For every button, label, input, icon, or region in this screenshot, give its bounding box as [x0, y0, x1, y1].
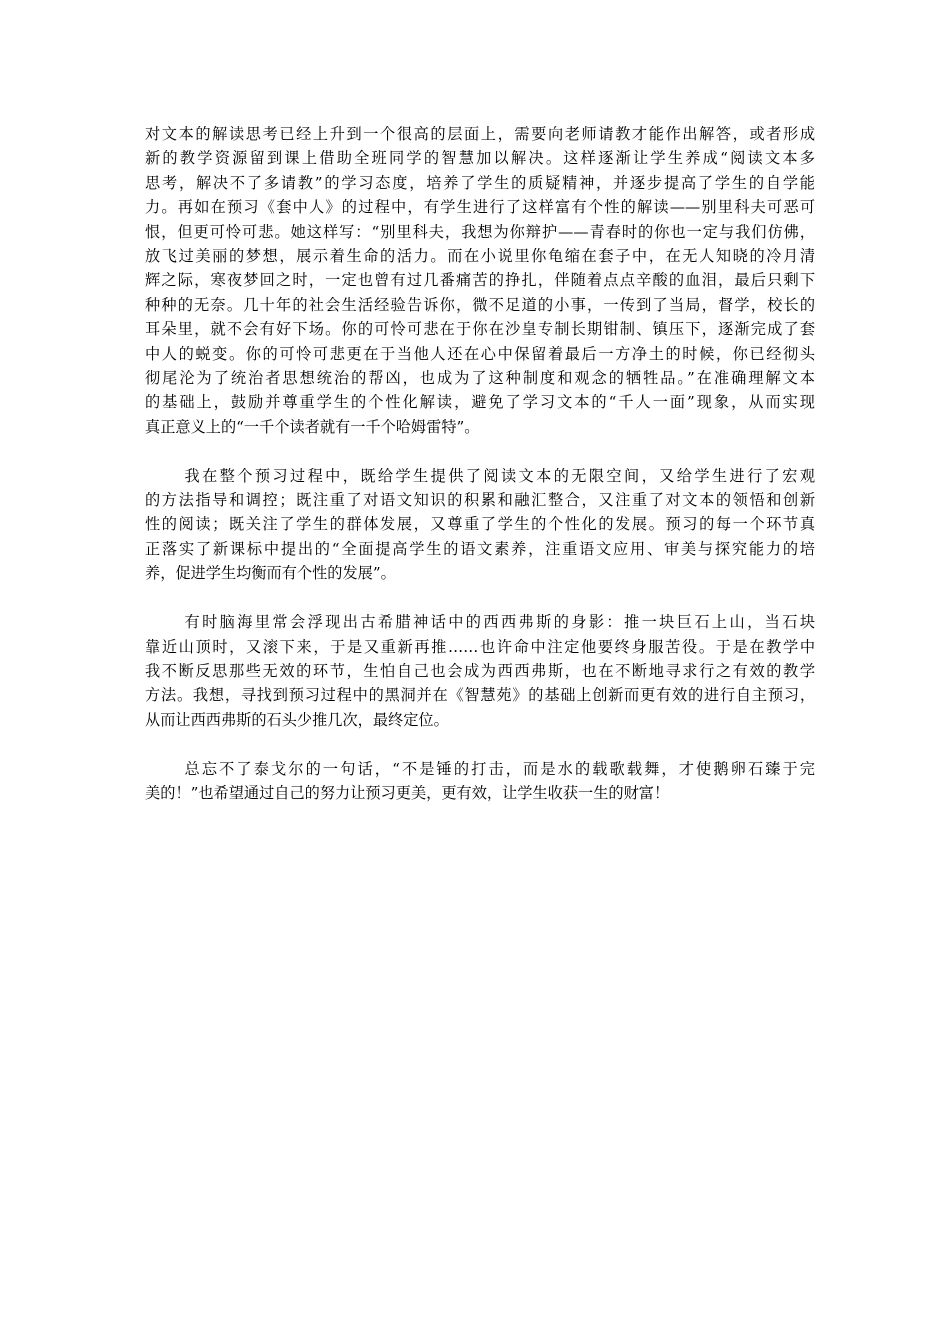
text-line: 新的教学资源留到课上借助全班同学的智慧加以解决。这样逐渐让学生养成“阅读文本多 — [145, 149, 815, 168]
paragraph-4 — [145, 757, 815, 806]
text-line: 正落实了新课标中提出的“全面提高学生的语文素养，注重语文应用、审美与探究能力的培 — [145, 539, 815, 558]
text-line: 性的阅读；既关注了学生的群体发展，又尊重了学生的个性化的发展。预习的每一个环节真 — [145, 515, 815, 534]
text-line: 放飞过美丽的梦想，展示着生命的活力。而在小说里你龟缩在套子中，在无人知晓的冷月清 — [145, 247, 815, 266]
text-line: 种种的无奈。几十年的社会生活经验告诉你，微不足道的小事，一传到了当局，督学，校长的 — [145, 295, 815, 314]
text-line: 彻尾沦为了统治者思想统治的帮凶，也成为了这种制度和观念的牺牲品。”在准确理解文本 — [145, 369, 815, 388]
text-line: 我不断反思那些无效的环节，生怕自己也会成为西西弗斯，也在不断地寻求行之有效的教学 — [145, 661, 815, 680]
text-line: 中人的蜕变。你的可怜可悲更在于当他人还在心中保留着最后一方净土的时候，你已经彻头 — [145, 344, 815, 363]
document-body — [145, 122, 815, 830]
paragraph-1 — [145, 122, 815, 439]
text-line: 有时脑海里常会浮现出古希腊神话中的西西弗斯的身影：推一块巨石上山，当石块 — [184, 613, 815, 632]
text-line: 的方法指导和调控；既注重了对语文知识的积累和融汇整合，又注重了对文本的领悟和创新 — [145, 491, 815, 510]
paragraph-3 — [145, 610, 815, 732]
text-line: 耳朵里，就不会有好下场。你的可怜可悲在于你在沙皇专制长期钳制、镇压下，逐渐完成了套 — [145, 320, 815, 339]
text-line: 总忘不了泰戈尔的一句话，“不是锤的打击，而是水的载歌载舞，才使鹅卵石臻于完 — [184, 759, 815, 778]
text-line: 恨，但更可怜可悲。她这样写：“别里科夫，我想为你辩护——青春时的你也一定与我们仿佛， — [145, 222, 815, 241]
text-line: 辉之际，寒夜梦回之时，一定也曾有过几番痛苦的挣扎，伴随着点点辛酸的血泪，最后只剩下 — [145, 271, 815, 290]
text-line: 我在整个预习过程中，既给学生提供了阅读文本的无限空间，又给学生进行了宏观 — [184, 466, 815, 485]
text-line: 养，促进学生均衡而有个性的发展”。 — [145, 564, 396, 583]
text-line: 思考，解决不了多请教”的学习态度，培养了学生的质疑精神，并逐步提高了学生的自学能 — [145, 173, 815, 192]
text-line: 力。再如在预习《套中人》的过程中，有学生进行了这样富有个性的解读——别里科夫可恶可 — [145, 198, 815, 217]
paragraph-2 — [145, 464, 815, 586]
text-line: 从而让西西弗斯的石头少推几次，最终定位。 — [145, 710, 449, 729]
text-line: 靠近山顶时，又滚下来，于是又重新再推……也许命中注定他要终身服苦役。于是在教学中 — [145, 637, 815, 656]
text-line: 对文本的解读思考已经上升到一个很高的层面上，需要向老师请教才能作出解答，或者形成 — [145, 125, 815, 143]
text-line: 真正意义上的“一千个读者就有一千个哈姆雷特”。 — [145, 417, 480, 436]
text-line: 方法。我想，寻找到预习过程中的黑洞并在《智慧苑》的基础上创新而更有效的进行自主预习， — [145, 686, 815, 705]
text-line: 美的！”也希望通过自己的努力让预习更美，更有效，让学生收获一生的财富！ — [145, 783, 670, 802]
text-line: 的基础上，鼓励并尊重学生的个性化解读，避免了学习文本的“千人一面”现象，从而实现 — [145, 393, 815, 412]
